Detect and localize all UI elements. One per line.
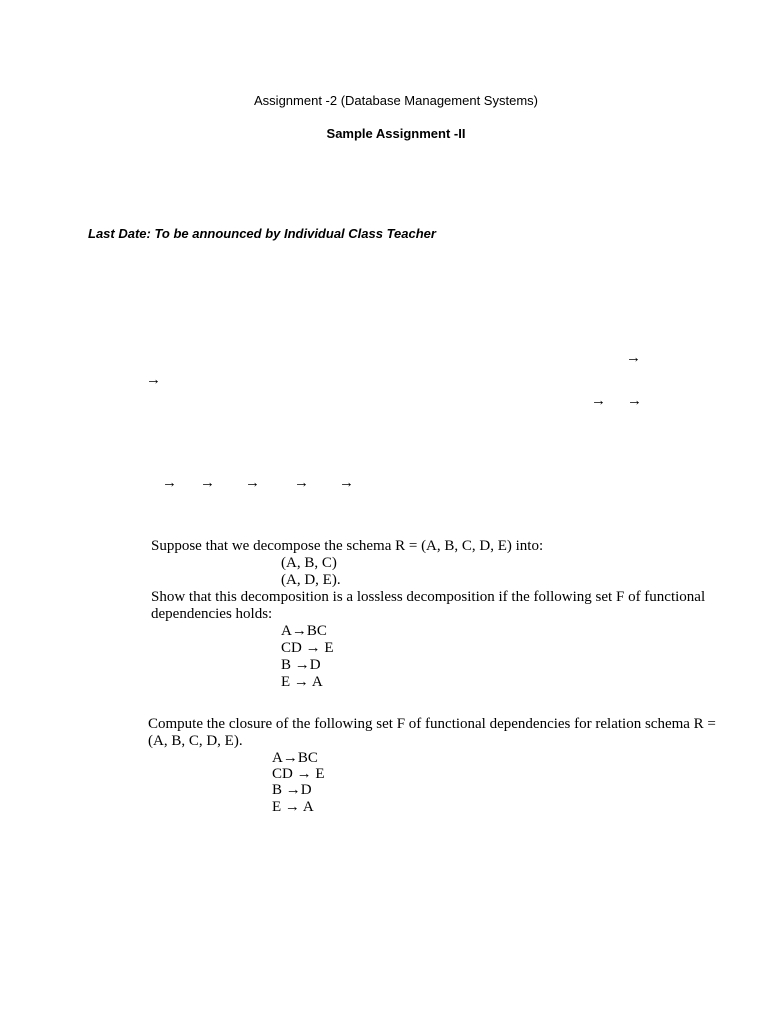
question-2-body-line-1: Compute the closure of the following set F of functional dependencies for relation schema R = xyxy=(148,716,716,732)
dependency-item: E → A xyxy=(281,674,323,690)
arrow-glyph: → xyxy=(245,475,260,491)
document-subtitle: Sample Assignment -II xyxy=(326,126,466,141)
dependency-item: E → A xyxy=(272,799,314,815)
relation-item: (A, B, C) xyxy=(281,555,337,571)
arrow-glyph: → xyxy=(162,475,177,491)
arrow-glyph: → xyxy=(339,475,354,491)
question-1-body-line-2: dependencies holds: xyxy=(151,606,273,622)
dependency-item: B →D xyxy=(281,657,321,673)
last-date-note: Last Date: To be announced by Individual Class Teacher xyxy=(88,226,436,241)
dependency-item: B →D xyxy=(272,782,312,798)
question-2-body-line-2: (A, B, C, D, E). xyxy=(148,733,243,749)
arrow-glyph: → xyxy=(294,475,309,491)
arrow-glyph: → xyxy=(591,393,606,409)
dependency-item: A→BC xyxy=(272,750,318,766)
arrow-glyph: → xyxy=(627,393,642,409)
dependency-item: CD → E xyxy=(272,766,325,782)
relation-item: (A, D, E). xyxy=(281,572,341,588)
arrow-glyph: → xyxy=(626,350,641,366)
question-1-body-line-1: Show that this decomposition is a lossless decomposition if the following set F of functional xyxy=(151,589,706,605)
arrow-glyph: → xyxy=(200,475,215,491)
question-1-intro: Suppose that we decompose the schema R = (A, B, C, D, E) into: xyxy=(151,538,544,554)
arrow-glyph: → xyxy=(146,372,161,388)
document-title: Assignment -2 (Database Management Systems) xyxy=(254,93,538,108)
dependency-item: CD → E xyxy=(281,640,334,656)
dependency-item: A→BC xyxy=(281,623,327,639)
